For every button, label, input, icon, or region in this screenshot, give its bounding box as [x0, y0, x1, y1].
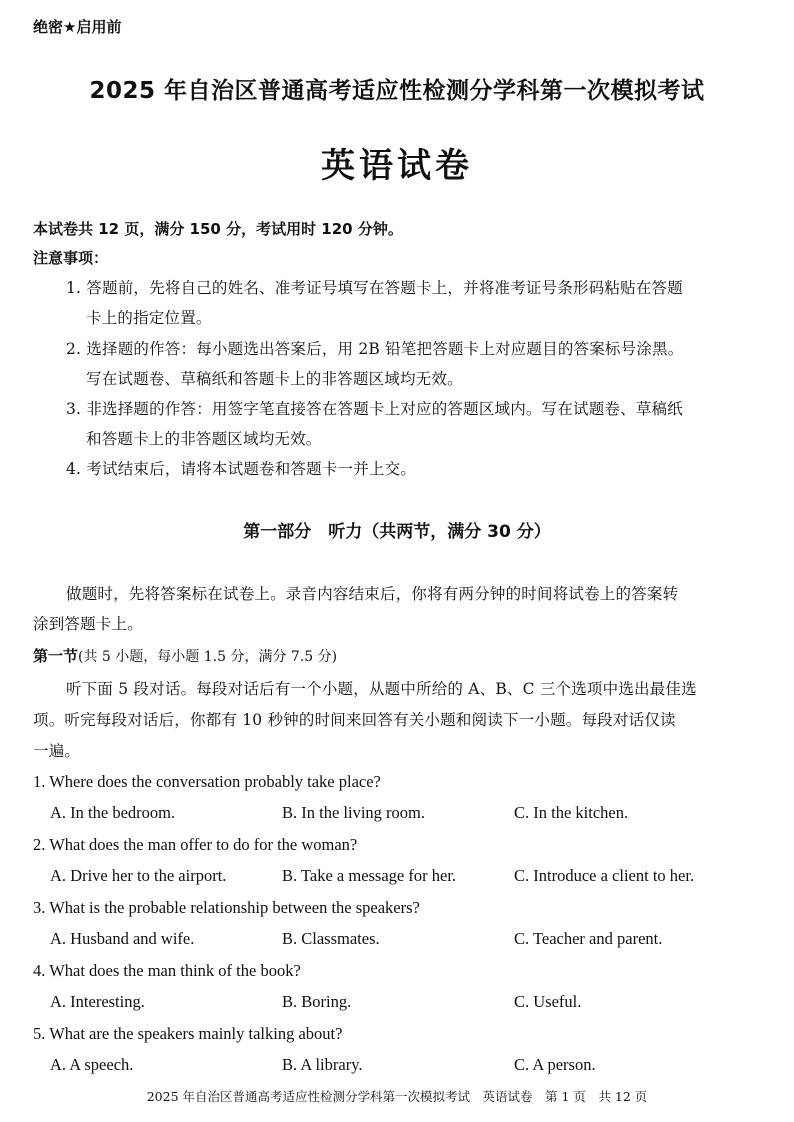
section-instruction-line: 项。听完每段对话后，你都有 10 秒钟的时间来回答有关小题和阅读下一小题。每段对话仅读	[33, 711, 676, 729]
section-one-title	[33, 645, 337, 666]
option-a: A. Husband and wife.	[50, 929, 195, 948]
part-intro-line: 涂到答题卡上。	[33, 615, 143, 633]
option-b: B. A library.	[282, 1055, 363, 1074]
notice-line: 2. 选择题的作答：每小题选出答案后，用 2B 铅笔把答题卡上对应题目的答案标号涂黑。	[66, 340, 684, 358]
option-a: A. A speech.	[50, 1055, 134, 1074]
option-a: A. In the bedroom.	[50, 803, 176, 822]
section-one-meta: (共 5 小题，每小题 1.5 分，满分 7.5 分)	[78, 649, 338, 665]
option-c: C. A person.	[514, 1055, 596, 1074]
question-stem: 1. Where does the conversation probably take place?	[33, 772, 381, 791]
paper-info: 本试卷共 12 页，满分 150 分，考试用时 120 分钟。	[33, 220, 403, 238]
question-stem: 5. What are the speakers mainly talking about?	[33, 1024, 343, 1043]
option-b: B. In the living room.	[282, 803, 425, 822]
notice-line: 1. 答题前，先将自己的姓名、准考证号填写在答题卡上，并将准考证号条形码粘贴在答题	[66, 279, 683, 297]
confidential-mark: 绝密★启用前	[33, 18, 122, 36]
notice-line: 和答题卡上的非答题区域均无效。	[86, 430, 322, 448]
question-stem: 4. What does the man think of the book?	[33, 961, 301, 980]
notice-line: 4. 考试结束后，请将本试题卷和答题卡一并上交。	[66, 460, 417, 478]
option-c: C. Useful.	[514, 992, 582, 1011]
question-stem: 3. What is the probable relationship between the speakers?	[33, 898, 420, 917]
exam-title: 2025 年自治区普通高考适应性检测分学科第一次模拟考试	[89, 78, 705, 104]
option-c: C. In the kitchen.	[514, 803, 629, 822]
notice-line: 卡上的指定位置。	[86, 309, 212, 327]
notice-line: 3. 非选择题的作答：用签字笔直接答在答题卡上对应的答题区域内。写在试题卷、草稿纸	[66, 400, 683, 418]
section-instruction-line: 一遍。	[33, 742, 81, 760]
section-instruction-line: 听下面 5 段对话。每段对话后有一个小题，从题中所给的 A、B、C 三个选项中选出最佳选	[66, 680, 697, 698]
option-a: A. Interesting.	[50, 992, 145, 1011]
option-b: B. Boring.	[282, 992, 352, 1011]
option-a: A. Drive her to the airport.	[50, 866, 227, 885]
option-b: B. Take a message for her.	[282, 866, 457, 885]
notice-heading: 注意事项：	[33, 249, 109, 267]
page-footer: 2025 年自治区普通高考适应性检测分学科第一次模拟考试 英语试卷 第 1 页 共 12 页	[146, 1089, 648, 1104]
question-stem: 2. What does the man offer to do for the woman?	[33, 835, 358, 854]
notice-line: 写在试题卷、草稿纸和答题卡上的非答题区域均无效。	[86, 370, 463, 388]
part-intro-line: 做题时，先将答案标在试卷上。录音内容结束后，你将有两分钟的时间将试卷上的答案转	[66, 585, 679, 603]
option-b: B. Classmates.	[282, 929, 380, 948]
part-one-title: 第一部分 听力（共两节，满分 30 分）	[243, 522, 551, 542]
section-one-label: 第一节	[33, 647, 79, 665]
subject-title: 英语试卷	[321, 146, 473, 186]
option-c: C. Teacher and parent.	[514, 929, 663, 948]
option-c: C. Introduce a client to her.	[514, 866, 695, 885]
